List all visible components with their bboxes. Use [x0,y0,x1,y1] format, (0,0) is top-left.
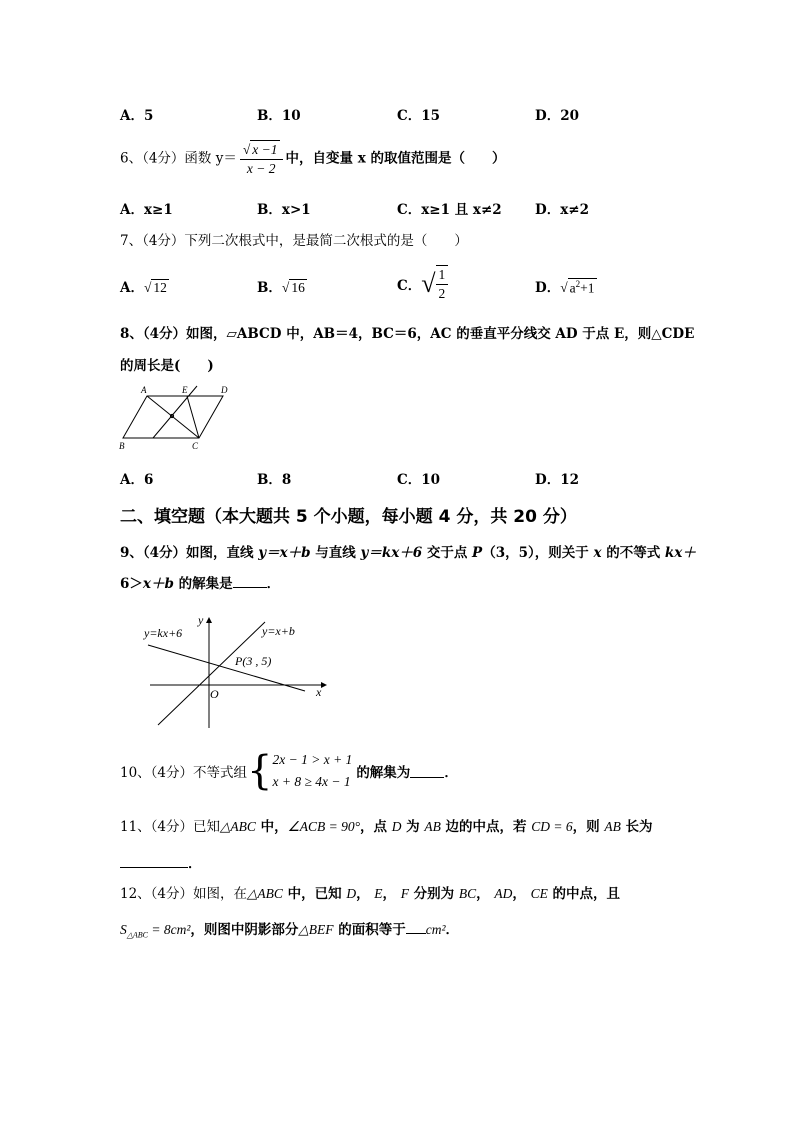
q6-frac-denominator: x − 2 [246,161,276,176]
q8-label-e: E [182,385,188,395]
q12-l2-unit: cm² [425,922,446,937]
q12-text-8: 的中点，且 [547,886,621,902]
q6-prefix: 6、（4分）函数 y＝ [120,150,237,167]
q12-text-5: 分别为 [408,886,459,902]
q11-text-3: ，点 [359,819,392,835]
q7-c-denominator: 2 [438,286,446,301]
q12-text-6: ， [476,886,495,902]
q8-perpendicular-bisector [153,386,197,438]
q8-label-a: A [141,385,147,395]
q12-text-1: 12、（4分）如图，在 [120,886,248,902]
q9-text-5: 的不等式 [601,545,665,561]
q7-option-b: B．√ 16 [257,280,305,296]
q9-label-y: y [198,613,204,627]
q6-option-a: A．x≥1 [120,202,173,218]
q7-stem: 7、（4分）下列二次根式中，是最简二次根式的是（ ） [120,233,468,249]
q12-l2-text-2: 的面积等于 [333,922,406,938]
q9-line2-math: x＋b [142,576,174,592]
q11-text-1: 11、（4分）已知 [120,819,221,835]
q12-l2-math-s: S [120,922,127,937]
q11-text-6: ，则 [572,819,605,835]
q12-text-7: ， [512,886,531,902]
q12-l2-math-bef: △BEF [298,922,334,937]
q10-answer-blank[interactable] [410,764,444,778]
q11-math-2: ∠ACB = 90° [287,819,360,834]
q7-label-b: B． [257,280,282,296]
q11-math-6: AB [604,819,621,834]
q7-radicand-b: 16 [291,280,305,295]
q9-label-xb: y=x+b [262,624,295,638]
q9-text-3: 交于点 [422,545,473,561]
q6-frac-numerator: √ x −1 [240,140,283,160]
q6-suffix: 中，自变量 x 的取值范围是（ ） [285,150,506,167]
q9-text-2: 与直线 [310,545,361,561]
q9-math-4: x [593,545,602,561]
q6-sqrt: x −1 [252,142,278,157]
q7-label-c: C． [397,278,422,294]
q7-radicand-a: 12 [153,280,167,295]
q9-line-kx6 [148,645,305,691]
q11-answer-blank[interactable] [120,854,188,868]
q12-math-4: F [400,886,409,901]
q11-text-2: 中， [255,819,288,835]
q9-text-4: （3，5），则关于 [482,545,594,561]
q9-stem-line2 [120,572,280,592]
q7-radicand-c [436,265,449,303]
q7-d-tail: +1 [580,280,595,295]
q10-row1: 2x − 1 > x + 1 [272,752,353,767]
q6-stem [120,140,505,178]
q7-option-d: D．√ $a^2+1$ [535,278,595,296]
q9-math-3: P [472,545,483,561]
q12-math-5: BC [458,886,477,901]
q7-d-base: a [569,280,576,295]
q12-l2-subscript: △ABC [126,930,149,940]
q11-math-5: CD = 6 [531,819,573,834]
q9-label-point: P(3 , 5) [235,654,272,668]
q10-prefix: 10、（4分）不等式组 [120,765,248,781]
q11-text-7: 长为 [620,819,653,835]
q5-option-a: A．5 [120,108,154,124]
q12-math-6: AD [494,886,513,901]
q11-math-4: AB [424,819,441,834]
q12-math-7: CE [530,886,548,901]
q11-end: ． [188,856,202,872]
q7-c-numerator: 1 [436,266,449,285]
q7-option-c: C．√ $\frac{1}{2}$ [397,265,448,303]
q8-stem-line2: 的周长是( ) [120,358,214,374]
q12-stem-line1 [120,882,620,902]
q9-math-1: y＝x＋b [258,545,311,561]
q10-end: ． [444,765,458,781]
q5-option-c: C．15 [397,108,441,124]
q10-brace: { [247,748,273,794]
q12-text-3: ， [356,886,375,902]
q7-d-exponent: 2 [575,278,581,289]
q9-label-x: x [316,685,322,699]
section2-heading: 二、填空题（本大题共 5 个小题，每小题 4 分，共 20 分） [120,507,577,527]
q12-text-2: 中，已知 [282,886,347,902]
q9-label-kx6: y=kx+6 [144,626,183,640]
q12-l2-text-1: ，则图中阴影部分 [190,922,299,938]
q10-stem [120,748,458,794]
q12-answer-blank[interactable] [406,920,426,934]
q8-option-b: B．8 [257,472,292,488]
q7-label-d: D． [535,280,561,296]
q9-math-2: y＝kx＋6 [360,545,423,561]
q11-text-4: 为 [401,819,425,835]
q8-option-c: C．10 [397,472,441,488]
q12-math-1: △ABC [247,886,283,901]
q6-fraction [240,140,283,178]
q12-math-2: D [346,886,357,901]
q12-math-3: E [374,886,383,901]
q6-option-b: B．x>1 [257,202,311,218]
q8-option-a: A．6 [120,472,154,488]
q9-line2-text-c: 的解集是 [173,576,233,592]
q7-option-a: A．√ 12 [120,280,167,296]
q7-label-a: A． [120,280,144,296]
q11-math-1: △ABC [220,819,256,834]
q6-option-c: C．x≥1 且 x≠2 [397,202,502,218]
q8-label-c: C [192,441,199,451]
q8-label-b: B [119,441,125,451]
q11-stem [120,815,653,835]
q12-text-4: ， [382,886,401,902]
q9-answer-blank[interactable] [233,574,267,588]
q11-text-5: 边的中点，若 [440,819,532,835]
q10-system [272,749,352,793]
q7-radicand-d [568,278,597,297]
q9-stem-line1 [120,541,696,561]
q11-answer-line [120,852,202,872]
q8-label-d: D [221,385,228,395]
q9-graph [140,612,335,732]
q11-math-3: D [391,819,402,834]
q5-option-b: B．10 [257,108,301,124]
q8-segment-ec [187,396,199,438]
q9-line2-end: ． [266,576,281,592]
q5-option-d: D．20 [535,108,579,124]
q9-math-5: kx＋ [664,545,696,561]
q9-line2-text-a: 6＞ [120,576,143,592]
q12-l2-end: ． [445,922,460,938]
q6-option-d: D．x≠2 [535,202,589,218]
q8-stem-line1: 8、（4分）如图，▱ABCD 中，AB＝4，BC＝6，AC 的垂直平分线交 AD 于点 E，则△CDE [120,326,695,342]
q12-l2-math-area: = 8cm² [148,922,191,937]
q10-suffix: 的解集为 [356,765,411,781]
q10-row2: x + 8 ≥ 4x − 1 [272,774,351,789]
q12-stem-line2 [120,918,459,940]
q8-option-d: D．12 [535,472,579,488]
q9-text-1: 9、（4分）如图，直线 [120,545,259,561]
q9-label-origin: O [210,687,219,701]
q8-parallelogram-figure [115,382,235,454]
